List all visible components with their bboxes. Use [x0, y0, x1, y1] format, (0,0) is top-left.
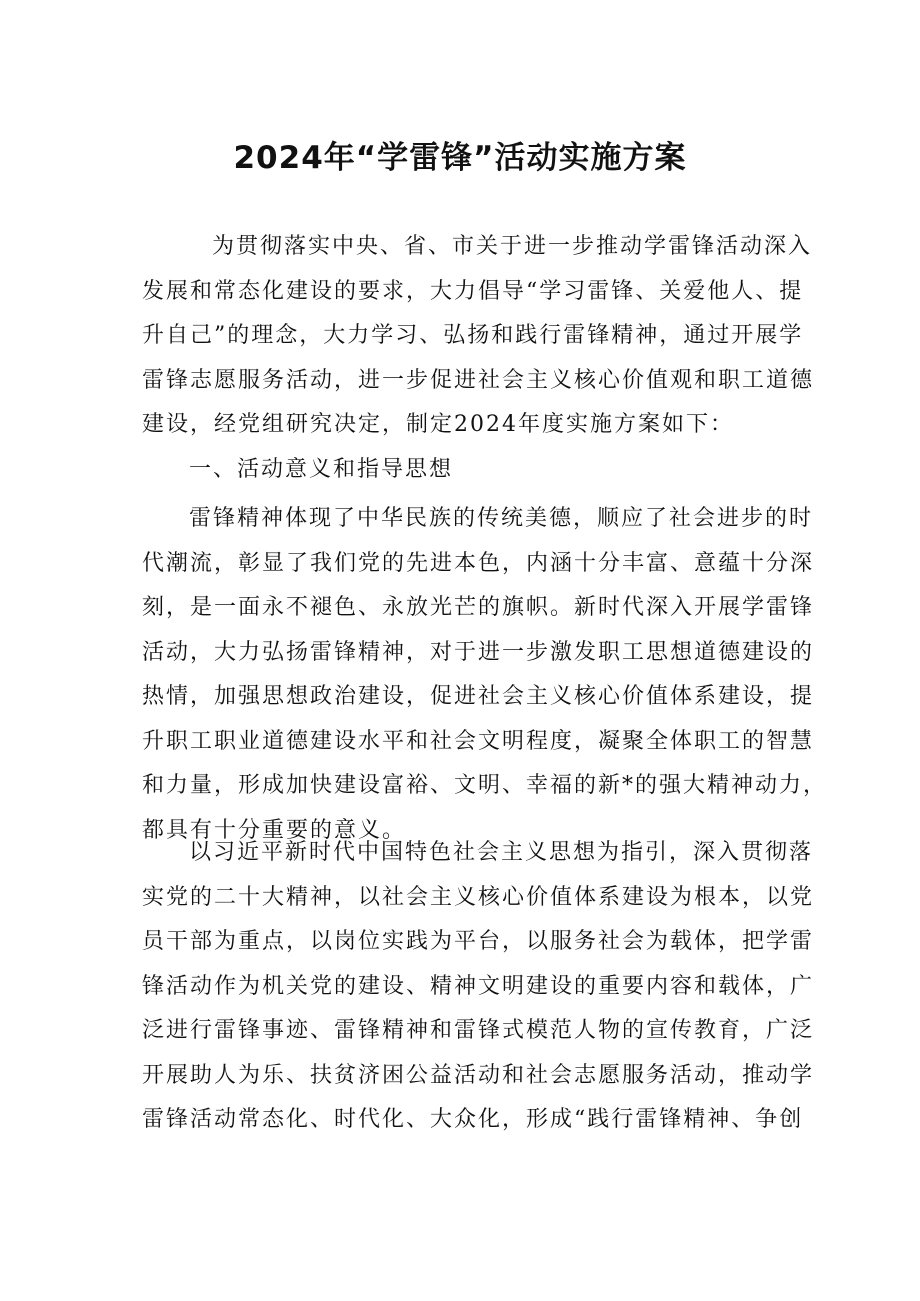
section-heading — [142, 448, 792, 493]
paragraph-line: 实党的二十大精神，以社会主义核心价值体系建设为根本，以党 — [142, 884, 815, 910]
paragraph-line: 活动，大力弘扬雷锋精神，对于进一步激发职工思想道德建设的 — [142, 639, 815, 665]
paragraph-guiding-thought — [142, 831, 815, 1143]
paragraph-line: 锋活动作为机关党的建设、精神文明建设的重要内容和载体，广 — [142, 973, 815, 999]
paragraph-line: 开展助人为乐、扶贫济困公益活动和社会志愿服务活动，推动学 — [142, 1062, 815, 1088]
paragraph-line: 泛进行雷锋事迹、雷锋精神和雷锋式模范人物的宣传教育，广泛 — [142, 1018, 815, 1043]
paragraph-line: 以习近平新时代中国特色社会主义思想为指引，深入贯彻落 — [189, 840, 814, 865]
paragraph-line: 升职工职业道德建设水平和社会文明程度，凝聚全体职工的智慧 — [142, 728, 815, 754]
paragraph-line: 热情，加强思想政治建设，促进社会主义核心价值体系建设，提 — [142, 684, 815, 709]
intro-line: 雷锋志愿服务活动，进一步促进社会主义核心价值观和职工道德 — [142, 367, 815, 393]
intro-line: 为贯彻落实中央、省、市关于进一步推动学雷锋活动深入 — [212, 234, 813, 259]
section-heading-text: 一、活动意义和指导思想 — [189, 457, 454, 482]
paragraph-line: 刻，是一面永不褪色、永放光芒的旗帜。新时代深入开展学雷锋 — [142, 595, 815, 620]
paragraph-line: 代潮流，彰显了我们党的先进本色，内涵十分丰富、意蕴十分深 — [142, 550, 815, 576]
paragraph-line: 都具有十分重要的意义。 — [142, 817, 407, 843]
paragraph-line: 雷锋精神体现了中华民族的传统美德，顺应了社会进步的时 — [189, 506, 814, 531]
paragraph-line: 和力量，形成加快建设富裕、文明、幸福的新*的强大精神动力， — [142, 773, 828, 798]
paragraph-significance — [142, 497, 828, 853]
paragraph-line: 员干部为重点，以岗位实践为平台，以服务社会为载体，把学雷 — [142, 929, 815, 954]
intro-line: 建设，经党组研究决定，制定2024年度实施方案如下： — [142, 412, 734, 437]
intro-paragraph — [142, 225, 815, 448]
document-title: 2024年“学雷锋”活动实施方案 — [233, 140, 687, 176]
paragraph-line: 雷锋活动常态化、时代化、大众化，形成“践行雷锋精神、争创 — [142, 1107, 804, 1132]
intro-line: 升自己”的理念，大力学习、弘扬和践行雷锋精神，通过开展学 — [142, 323, 804, 348]
intro-line: 发展和常态化建设的要求，大力倡导“学习雷锋、关爱他人、提 — [142, 278, 804, 304]
